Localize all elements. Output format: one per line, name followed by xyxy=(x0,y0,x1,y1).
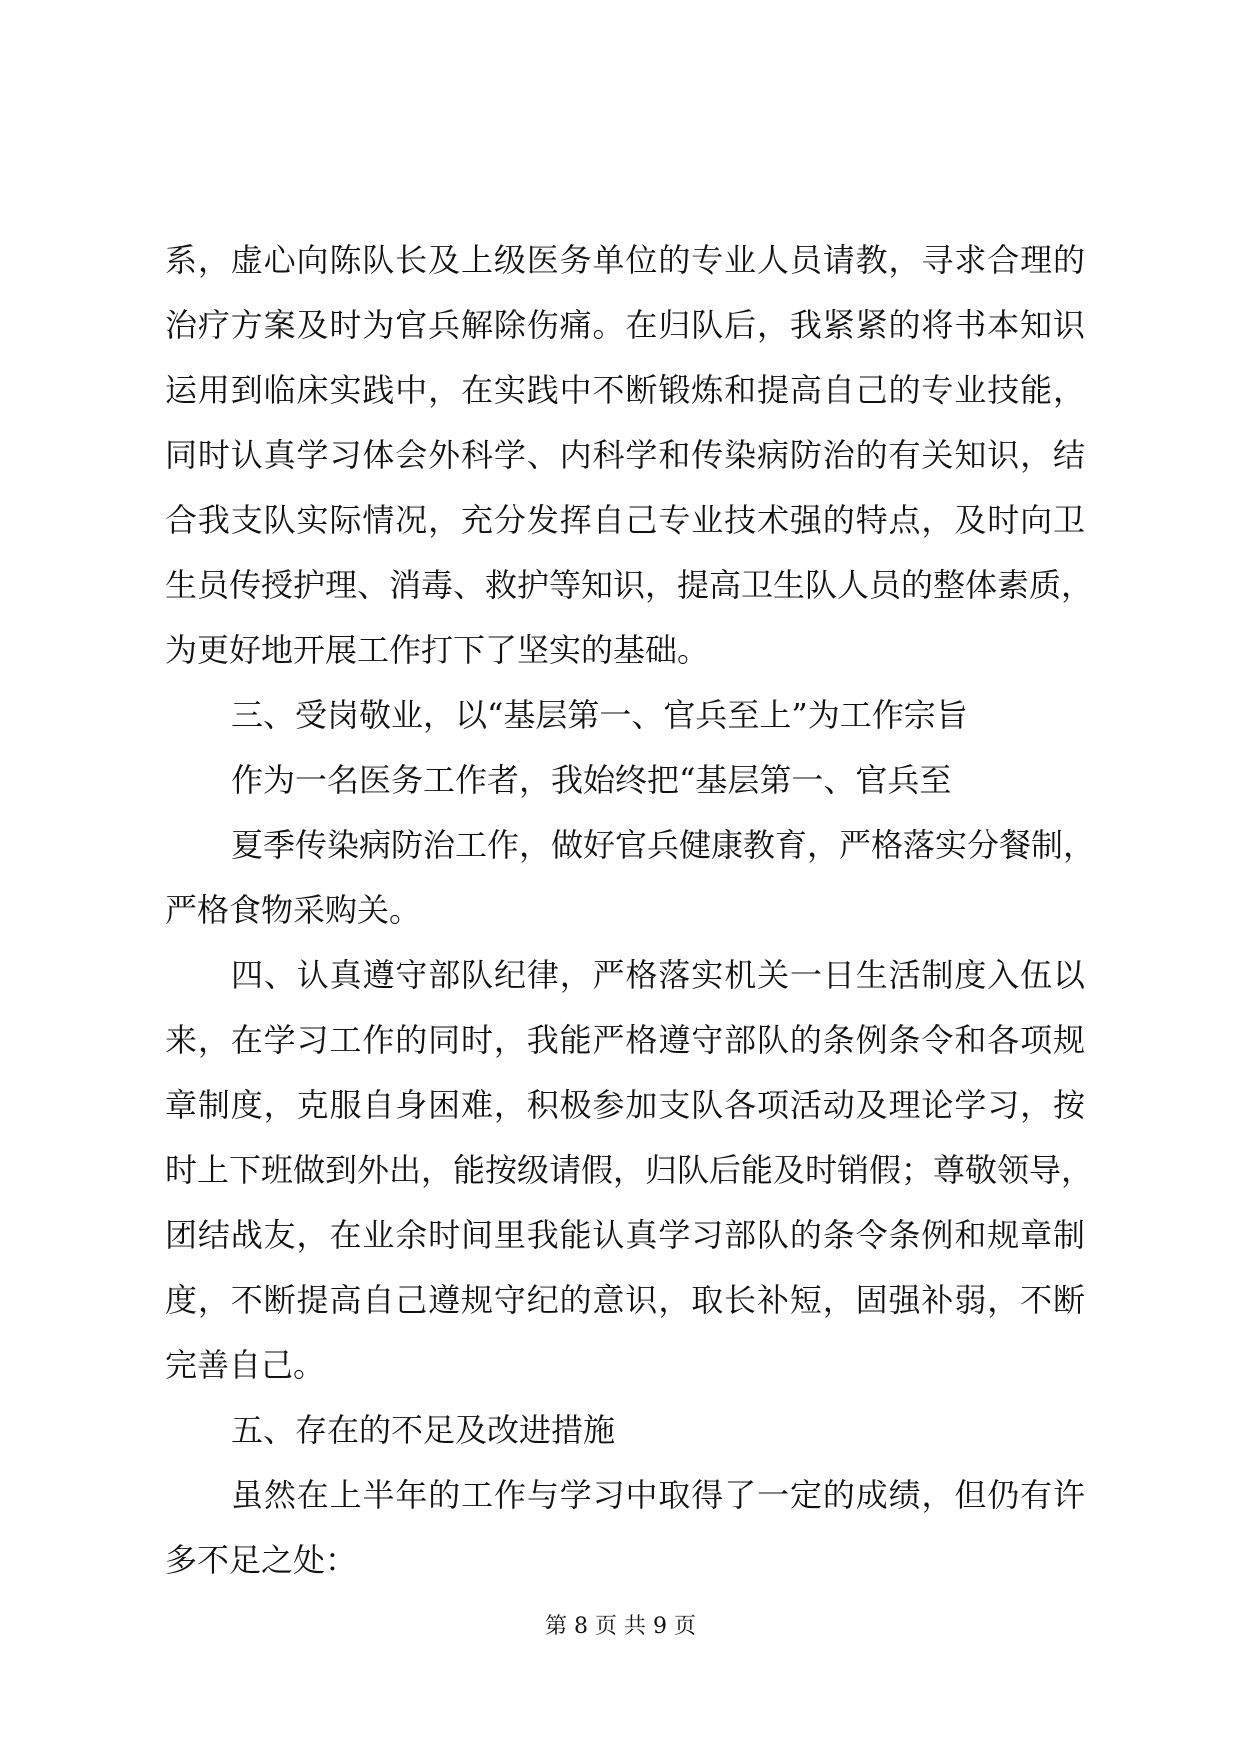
text-line: 严格食物采购关。 xyxy=(165,891,422,929)
paragraph xyxy=(165,1463,1085,1593)
page-footer: 第 8 页 共 9 页 xyxy=(545,1614,696,1639)
text-line: 治疗方案及时为官兵解除伤痛。在归队后，我紧紧的将书本知识 xyxy=(165,306,1085,344)
text-line: 同时认真学习体会外科学、内科学和传染病防治的有关知识，结 xyxy=(165,436,1085,474)
text-line: 作为一名医务工作者，我始终把“基层第一、官兵至 xyxy=(231,761,952,799)
paragraph xyxy=(165,748,1085,813)
text-line: 五、存在的不足及改进措施 xyxy=(231,1411,616,1449)
paragraph xyxy=(165,683,1085,748)
text-line: 多不足之处： xyxy=(165,1541,358,1579)
text-line: 团结战友，在业余时间里我能认真学习部队的条令条例和规章制 xyxy=(165,1216,1085,1254)
text-line: 虽然在上半年的工作与学习中取得了一定的成绩，但仍有许 xyxy=(231,1476,1085,1514)
text-line: 为更好地开展工作打下了坚实的基础。 xyxy=(165,631,710,669)
paragraph xyxy=(165,228,1094,683)
text-line: 运用到临床实践中，在实践中不断锻炼和提高自己的专业技能， xyxy=(165,371,1085,409)
text-line: 度，不断提高自己遵规守纪的意识，取长补短，固强补弱，不断 xyxy=(165,1281,1085,1319)
paragraph xyxy=(165,1398,1085,1463)
text-line: 时上下班做到外出，能按级请假，归队后能及时销假；尊敬领导， xyxy=(165,1151,1094,1189)
text-line: 夏季传染病防治工作，做好官兵健康教育，严格落实分餐制， xyxy=(231,826,1096,864)
document-body xyxy=(165,228,1096,1593)
paragraph xyxy=(165,943,1094,1398)
text-line: 三、受岗敬业，以“基层第一、官兵至上”为工作宗旨 xyxy=(231,696,968,734)
text-line: 四、认真遵守部队纪律，严格落实机关一日生活制度入伍以 xyxy=(231,956,1085,994)
text-line: 生员传授护理、消毒、救护等知识，提高卫生队人员的整体素质， xyxy=(165,566,1094,604)
text-line: 完善自己。 xyxy=(165,1346,326,1384)
paragraph xyxy=(165,813,1096,943)
text-line: 来，在学习工作的同时，我能严格遵守部队的条例条令和各项规 xyxy=(165,1021,1085,1059)
text-line: 系，虚心向陈队长及上级医务单位的专业人员请教，寻求合理的 xyxy=(165,241,1085,279)
text-line: 合我支队实际情况，充分发挥自己专业技术强的特点，及时向卫 xyxy=(165,501,1085,539)
text-line: 章制度，克服自身困难，积极参加支队各项活动及理论学习，按 xyxy=(165,1086,1085,1124)
